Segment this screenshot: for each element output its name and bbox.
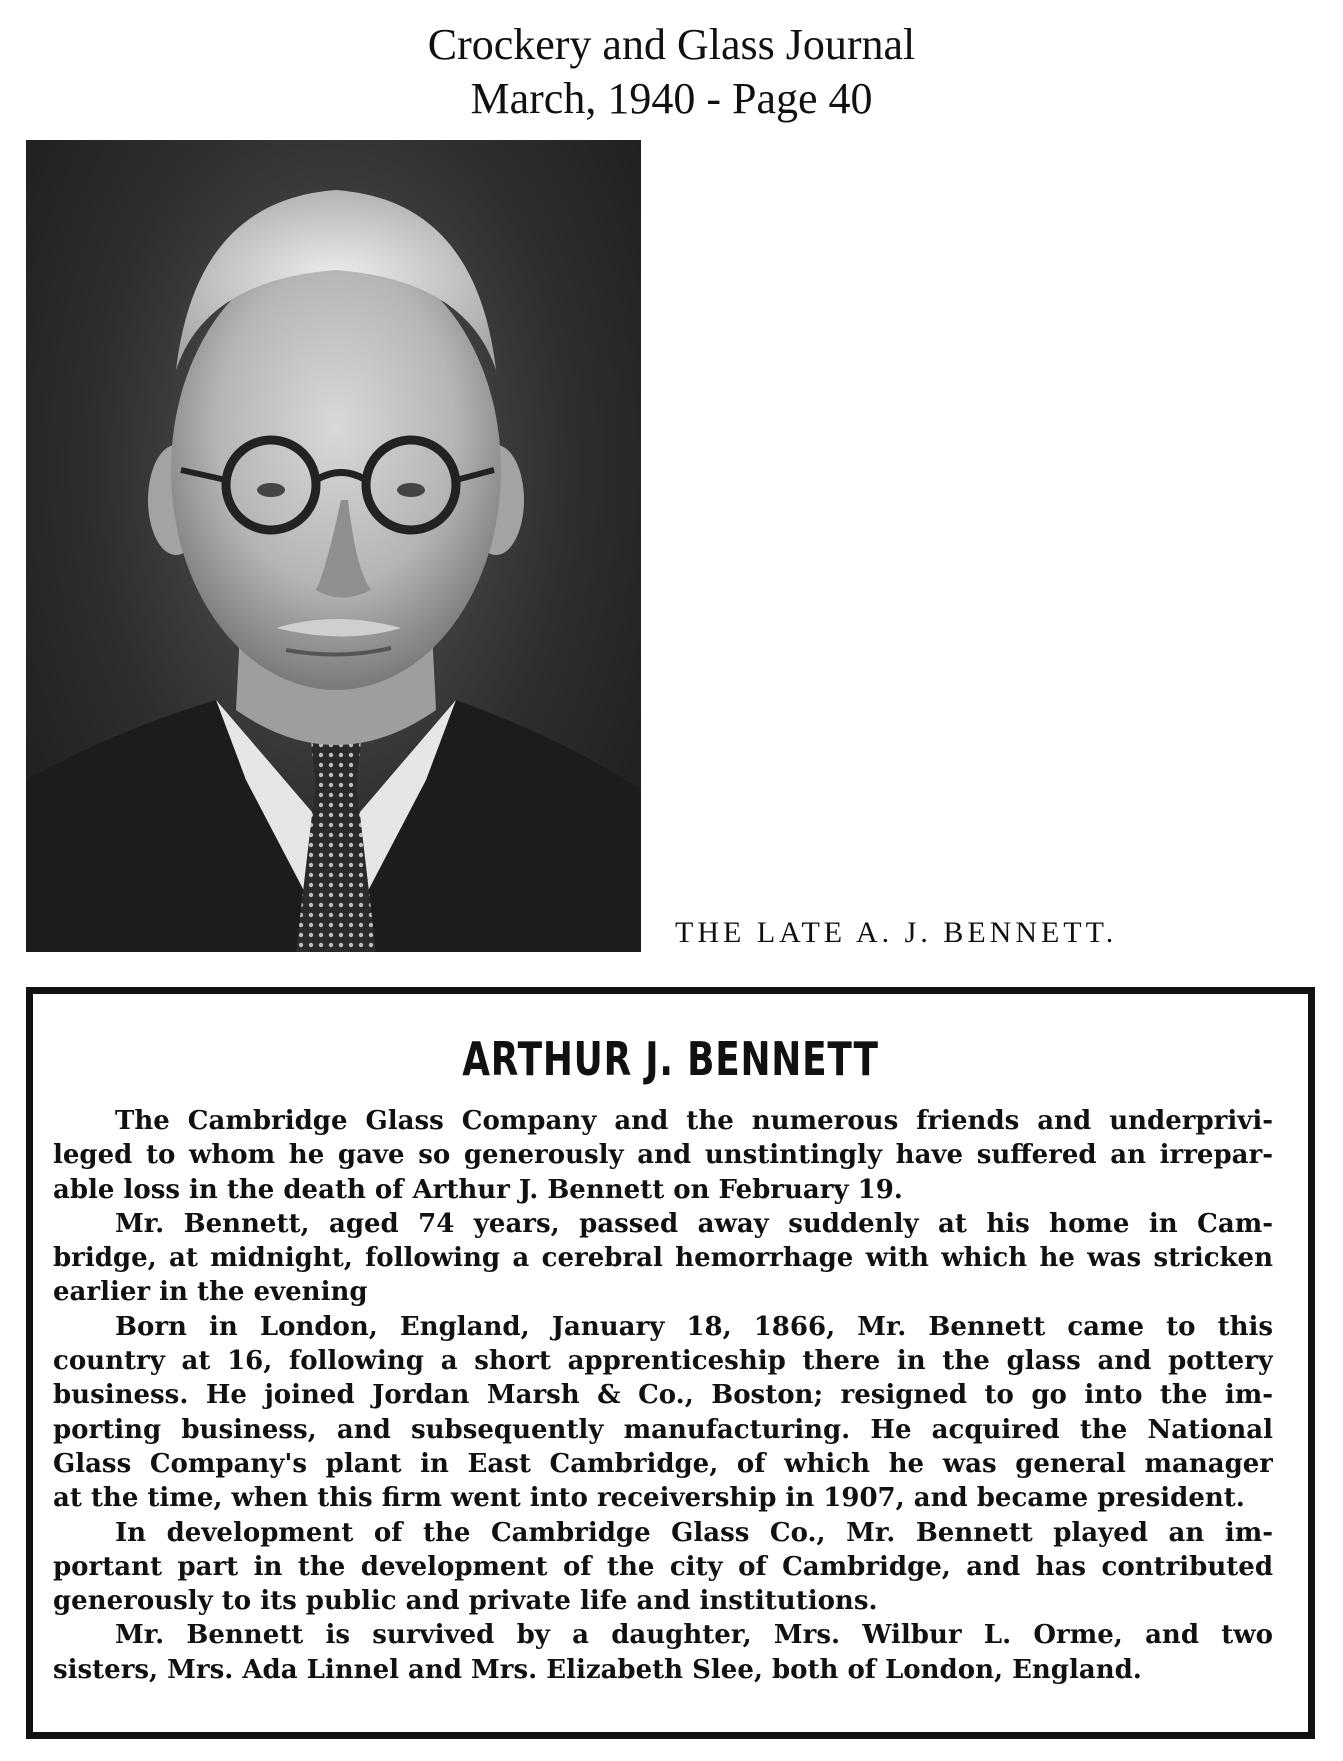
obituary-title: ARTHUR J. BENNETT xyxy=(462,1032,879,1086)
portrait-illustration xyxy=(26,140,641,952)
obituary-line: earlier in the evening xyxy=(53,1277,368,1308)
obituary-line: porting business, and subsequently manufacturing. He acquired the National xyxy=(53,1414,1273,1445)
obituary-body xyxy=(53,1104,1273,1687)
obituary-line: portant part in the development of the city of Cambridge, and has contributed xyxy=(53,1551,1273,1582)
portrait-photo xyxy=(26,140,641,952)
photo-caption: THE LATE A. J. BENNETT. xyxy=(675,916,1118,949)
obituary-line: In development of the Cambridge Glass Co., Mr. Bennett played an im- xyxy=(115,1517,1273,1548)
obituary-line: country at 16, following a short apprenticeship there in the glass and pottery xyxy=(53,1346,1273,1377)
obituary-line: The Cambridge Glass Company and the numerous friends and underprivi- xyxy=(115,1106,1273,1136)
obituary-line: at the time, when this firm went into receivership in 1907, and became president. xyxy=(53,1483,1245,1514)
obituary-line: Born in London, England, January 18, 1866, Mr. Bennett came to this xyxy=(115,1311,1273,1342)
obituary-line: Mr. Bennett, aged 74 years, passed away suddenly at his home in Cam- xyxy=(115,1208,1273,1239)
obituary-line: bridge, at midnight, following a cerebral hemorrhage with which he was stricken xyxy=(53,1243,1273,1274)
journal-header xyxy=(0,18,1343,126)
obituary-line: Mr. Bennett is survived by a daughter, Mrs. Wilbur L. Orme, and two xyxy=(115,1620,1273,1651)
obituary-line: Glass Company's plant in East Cambridge, of which he was general manager xyxy=(53,1448,1273,1479)
obituary-line: sisters, Mrs. Ada Linnel and Mrs. Elizabeth Slee, both of London, England. xyxy=(53,1654,1142,1685)
obituary-line: leged to whom he gave so generously and unstintingly have suffered an irrepar- xyxy=(53,1140,1273,1171)
obituary-line: business. He joined Jordan Marsh & Co., Boston; resigned to go into the im- xyxy=(53,1380,1273,1411)
issue-date-page: March, 1940 - Page 40 xyxy=(470,74,873,123)
obituary-box xyxy=(26,987,1315,1739)
obituary-line: generously to its public and private life and institutions. xyxy=(53,1586,878,1617)
obituary-line: able loss in the death of Arthur J. Bennett on February 19. xyxy=(53,1174,903,1205)
journal-title: Crockery and Glass Journal xyxy=(427,20,916,69)
